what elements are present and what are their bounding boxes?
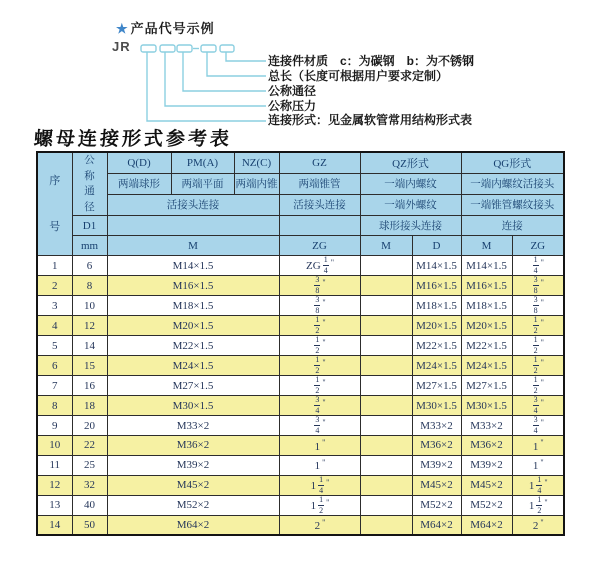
table-cell: M33×2 xyxy=(107,416,279,436)
table-row xyxy=(37,276,564,296)
table-cell: 25 xyxy=(72,455,107,475)
table-cell: 1 xyxy=(37,256,72,276)
diagram-heading-text: 产品代号示例 xyxy=(130,21,215,36)
table-cell: 14 xyxy=(72,336,107,356)
table-cell: M39×2 xyxy=(412,455,461,475)
table-cell xyxy=(360,256,412,276)
table-cell: M52×2 xyxy=(461,495,512,515)
table-body xyxy=(37,256,564,535)
table-cell: M14×1.5 xyxy=(412,256,461,276)
callout-line-connection xyxy=(147,52,266,121)
table-cell: 15 xyxy=(72,356,107,376)
code-box-3 xyxy=(177,45,192,52)
table-row xyxy=(37,436,564,456)
callout-line-pressure xyxy=(165,52,266,106)
header-qg-sub-m: M xyxy=(461,236,512,256)
table-cell xyxy=(360,436,412,456)
table-cell: 10 xyxy=(72,296,107,316)
table-cell: M24×1.5 xyxy=(107,356,279,376)
header-code-qg: QG形式 xyxy=(461,152,564,173)
table-cell: 9 xyxy=(37,416,72,436)
header-desc-qz1: 一端内螺纹 xyxy=(360,173,461,194)
table-cell: 7 xyxy=(37,376,72,396)
table-cell: 50 xyxy=(72,515,107,535)
table-cell: M20×1.5 xyxy=(461,316,512,336)
table-cell: M45×2 xyxy=(412,475,461,495)
header-unit-mm: mm xyxy=(72,236,107,256)
table-cell xyxy=(360,416,412,436)
header-nominal-diameter: 公称通径 xyxy=(72,152,107,216)
table-cell: M52×2 xyxy=(412,495,461,515)
table-cell: M39×2 xyxy=(107,455,279,475)
table-cell xyxy=(360,356,412,376)
table-cell: $\frac{1}{4}$ " xyxy=(512,256,564,276)
header-empty-left xyxy=(107,216,279,236)
table-cell: 1 " xyxy=(512,436,564,456)
table-row xyxy=(37,515,564,535)
header-desc-nz: 两端内锥 xyxy=(234,173,279,194)
header-code-qz: QZ形式 xyxy=(360,152,461,173)
table-row xyxy=(37,495,564,515)
table-title: 螺母连接形式参考表 xyxy=(33,128,233,150)
table-cell: M27×1.5 xyxy=(412,376,461,396)
header-qz-sub-m: M xyxy=(360,236,412,256)
diagram-heading xyxy=(116,18,215,37)
header-thread-m: M xyxy=(107,236,279,256)
table-cell: M36×2 xyxy=(107,436,279,456)
header-qg-connection: 连接 xyxy=(461,216,564,236)
table-cell: $\frac{3}{4}$ " xyxy=(512,396,564,416)
table-cell xyxy=(360,276,412,296)
table-cell: 22 xyxy=(72,436,107,456)
table-cell: $\frac{1}{2}$ " xyxy=(512,376,564,396)
code-box-5 xyxy=(220,45,234,52)
table-cell: 2 " xyxy=(512,515,564,535)
header-thread-zg: ZG xyxy=(279,236,360,256)
header-gz-connection: 活接头连接 xyxy=(279,194,360,215)
header-desc-gz: 两端锥管 xyxy=(279,173,360,194)
table-cell: M45×2 xyxy=(461,475,512,495)
table-row xyxy=(37,416,564,436)
table-cell xyxy=(360,475,412,495)
table-cell: M52×2 xyxy=(107,495,279,515)
table-cell: $\frac{3}{8}$ " xyxy=(512,296,564,316)
table-cell: 2 xyxy=(37,276,72,296)
table-cell: 1 " xyxy=(279,436,360,456)
star-icon: ★ xyxy=(116,21,129,36)
table-cell: M36×2 xyxy=(461,436,512,456)
table-cell: M22×1.5 xyxy=(412,336,461,356)
table-cell: M18×1.5 xyxy=(412,296,461,316)
table-cell: M24×1.5 xyxy=(412,356,461,376)
table-row xyxy=(37,296,564,316)
callout-line-diameter xyxy=(183,52,266,91)
table-cell: $\frac{1}{2}$ " xyxy=(512,356,564,376)
table-cell: M22×1.5 xyxy=(461,336,512,356)
header-desc-q: 两端球形 xyxy=(107,173,171,194)
table-cell xyxy=(360,515,412,535)
table-cell: M16×1.5 xyxy=(461,276,512,296)
table-cell: 40 xyxy=(72,495,107,515)
header-union-connection: 活接头连接 xyxy=(107,194,279,215)
nut-connection-table xyxy=(36,151,565,536)
table-row xyxy=(37,475,564,495)
table-cell xyxy=(360,376,412,396)
table-cell: M30×1.5 xyxy=(412,396,461,416)
header-code-nz: NZ(C) xyxy=(234,152,279,173)
header-qz-connection: 球形接头连接 xyxy=(360,216,461,236)
table-cell: M30×1.5 xyxy=(107,396,279,416)
table-cell: M18×1.5 xyxy=(461,296,512,316)
table-cell: 11 xyxy=(37,455,72,475)
table-row xyxy=(37,336,564,356)
table-cell: $\frac{1}{2}$ " xyxy=(279,336,360,356)
label-nominal-diameter: 公称通径 xyxy=(268,84,317,98)
label-nominal-pressure: 公称压力 xyxy=(268,99,317,113)
table-cell xyxy=(360,495,412,515)
table-row xyxy=(37,455,564,475)
header-code-q: Q(D) xyxy=(107,152,171,173)
table-cell: M64×2 xyxy=(107,515,279,535)
table-cell: M64×2 xyxy=(461,515,512,535)
table-cell xyxy=(360,396,412,416)
table-cell: M27×1.5 xyxy=(107,376,279,396)
table-cell: 1 $\frac{1}{2}$ " xyxy=(279,495,360,515)
table-cell: $\frac{3}{4}$ " xyxy=(279,396,360,416)
table-cell: M36×2 xyxy=(412,436,461,456)
header-desc-qg2: 一端锥管螺纹接头 xyxy=(461,194,564,215)
header-desc-qz2: 一端外螺纹 xyxy=(360,194,461,215)
table-cell: M16×1.5 xyxy=(412,276,461,296)
table-cell: 4 xyxy=(37,316,72,336)
table-cell xyxy=(360,455,412,475)
table-cell xyxy=(360,336,412,356)
header-qg-sub-zg: ZG xyxy=(512,236,564,256)
table-cell: 1 $\frac{1}{4}$ " xyxy=(512,475,564,495)
table-cell: ZG $\frac{1}{4}$ " xyxy=(279,256,360,276)
table-row xyxy=(37,396,564,416)
callout-line-length xyxy=(207,52,266,76)
header-desc-pm: 两端平面 xyxy=(171,173,234,194)
table-cell: 32 xyxy=(72,475,107,495)
table-cell: 13 xyxy=(37,495,72,515)
table-cell: M24×1.5 xyxy=(461,356,512,376)
label-connection-form: 连接形式：见金属软管常用结构形式表 xyxy=(268,113,473,127)
table-cell: M20×1.5 xyxy=(412,316,461,336)
table-cell: M30×1.5 xyxy=(461,396,512,416)
table-cell: $\frac{3}{4}$ " xyxy=(512,416,564,436)
table-cell: M22×1.5 xyxy=(107,336,279,356)
table-cell: $\frac{1}{2}$ " xyxy=(279,376,360,396)
table-cell: 6 xyxy=(37,356,72,376)
table-cell: $\frac{1}{2}$ " xyxy=(279,316,360,336)
table-cell: 1 " xyxy=(512,455,564,475)
table-cell: 20 xyxy=(72,416,107,436)
table-cell: 1 $\frac{1}{2}$ " xyxy=(512,495,564,515)
table-cell: 1 " xyxy=(279,455,360,475)
table-cell: 12 xyxy=(37,475,72,495)
header-desc-qg1: 一端内螺纹活接头 xyxy=(461,173,564,194)
table-cell: M33×2 xyxy=(412,416,461,436)
label-total-length: 总长（长度可根据用户要求定制） xyxy=(268,69,449,83)
code-box-2 xyxy=(160,45,175,52)
header-empty-gz xyxy=(279,216,360,236)
table-cell: 2 " xyxy=(279,515,360,535)
table-row xyxy=(37,316,564,336)
table-cell: $\frac{1}{2}$ " xyxy=(512,336,564,356)
table-cell: 5 xyxy=(37,336,72,356)
label-connector-material: 连接件材质 c：为碳钢 b：为不锈钢 xyxy=(268,54,475,68)
table-cell: 12 xyxy=(72,316,107,336)
header-seq: 序号 xyxy=(37,152,72,256)
table-cell: M45×2 xyxy=(107,475,279,495)
table-cell: $\frac{1}{2}$ " xyxy=(512,316,564,336)
table-cell: 6 xyxy=(72,256,107,276)
table-cell: $\frac{3}{8}$ " xyxy=(279,296,360,316)
code-box-1 xyxy=(141,45,156,52)
table-cell: 14 xyxy=(37,515,72,535)
table-cell: M39×2 xyxy=(461,455,512,475)
table-cell: M14×1.5 xyxy=(461,256,512,276)
table-cell: $\frac{1}{2}$ " xyxy=(279,356,360,376)
product-code-prefix: JR xyxy=(112,39,131,54)
header-qz-sub-d: D xyxy=(412,236,461,256)
header-code-gz: GZ xyxy=(279,152,360,173)
table-cell xyxy=(360,316,412,336)
table-cell: 8 xyxy=(37,396,72,416)
header-code-pm: PM(A) xyxy=(171,152,234,173)
table-cell: 1 $\frac{1}{4}$ " xyxy=(279,475,360,495)
table-cell: 10 xyxy=(37,436,72,456)
table-row xyxy=(37,356,564,376)
callout-line-material xyxy=(226,52,266,61)
table-cell: 8 xyxy=(72,276,107,296)
table-row xyxy=(37,256,564,276)
table-cell: M33×2 xyxy=(461,416,512,436)
table-header xyxy=(37,152,564,256)
table-cell: M20×1.5 xyxy=(107,316,279,336)
table-cell: $\frac{3}{8}$ " xyxy=(279,276,360,296)
table-cell: $\frac{3}{4}$ " xyxy=(279,416,360,436)
table-cell: M27×1.5 xyxy=(461,376,512,396)
table-cell xyxy=(360,296,412,316)
table-cell: M18×1.5 xyxy=(107,296,279,316)
table-cell: M14×1.5 xyxy=(107,256,279,276)
table-cell: $\frac{3}{8}$ " xyxy=(512,276,564,296)
table-cell: 3 xyxy=(37,296,72,316)
header-d1: D1 xyxy=(72,216,107,236)
table-cell: 16 xyxy=(72,376,107,396)
code-box-4 xyxy=(201,45,216,52)
table-cell: M16×1.5 xyxy=(107,276,279,296)
table-cell: M64×2 xyxy=(412,515,461,535)
table-cell: 18 xyxy=(72,396,107,416)
table-row xyxy=(37,376,564,396)
